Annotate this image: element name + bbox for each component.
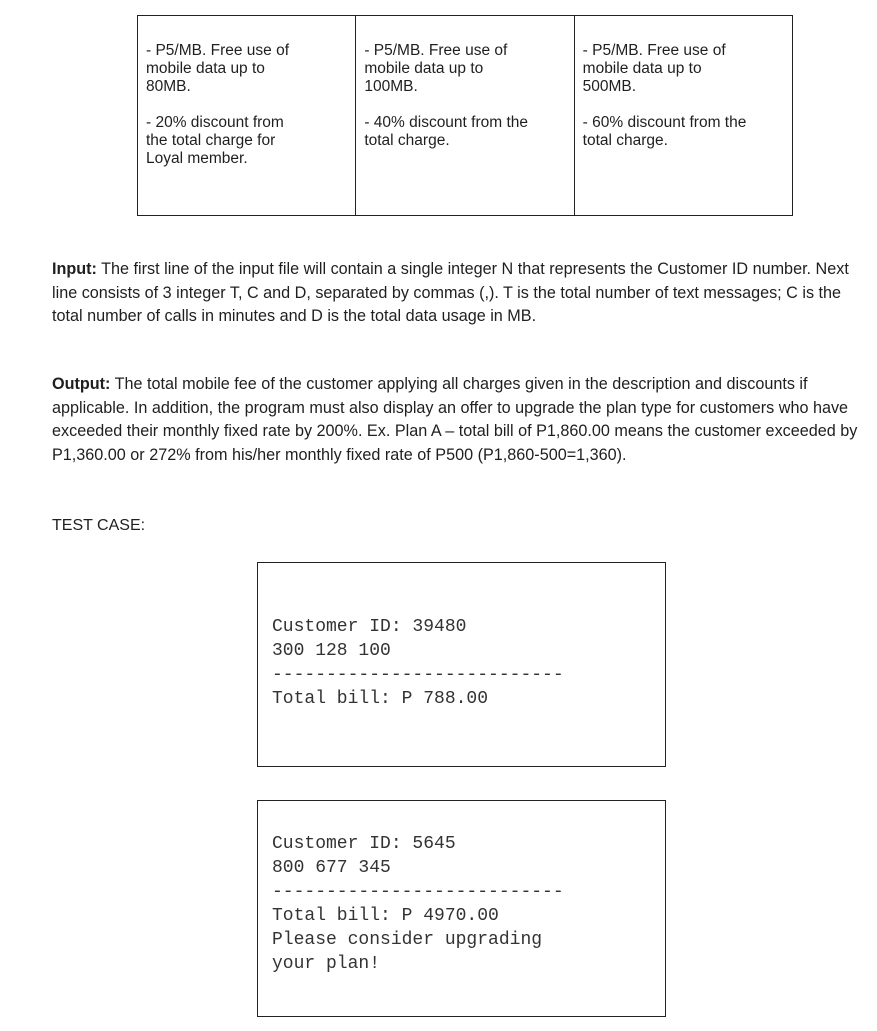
- console-line: ---------------------------: [272, 882, 564, 902]
- console-line: your plan!: [272, 954, 381, 974]
- cell-text: mobile data up to: [582, 60, 702, 77]
- cell-text: Loyal member.: [146, 150, 248, 167]
- cell-text: - 60% discount from the: [582, 114, 747, 131]
- input-paragraph: [52, 258, 874, 329]
- cell-text: mobile data up to: [364, 60, 484, 77]
- cell-text: - 40% discount from the: [364, 114, 529, 131]
- cell-text: 500MB.: [582, 78, 637, 95]
- cell-text: - P5/MB. Free use of: [146, 42, 289, 59]
- plan-cell: [138, 16, 356, 216]
- cell-text: - P5/MB. Free use of: [364, 42, 508, 59]
- cell-text: - 20% discount from: [146, 114, 284, 131]
- console-line: ---------------------------: [272, 665, 564, 685]
- cell-text: mobile data up to: [146, 60, 265, 77]
- plan-cell: [574, 16, 792, 216]
- input-label: Input:: [52, 260, 97, 278]
- console-output-box: [257, 562, 666, 767]
- plans-table: [137, 15, 793, 216]
- console-line: Customer ID: 5645: [272, 834, 456, 854]
- output-paragraph: [52, 373, 874, 467]
- output-text: The total mobile fee of the customer applying all charges given in the description and discounts if applicable. In addition, the program must also display an offer to upgrade the plan type for customers who have exceeded their monthly fixed rate by 200%. Ex. Plan A – total bill of P1,860.00 means the customer exceeded by P1,360.00 or 272% from his/her monthly fixed rate of P500 (P1,860-500=1,360).: [52, 375, 858, 464]
- cell-text: total charge.: [364, 132, 450, 149]
- console-line: Please consider upgrading: [272, 930, 543, 950]
- cell-text: total charge.: [582, 132, 668, 149]
- test-case-label: TEST CASE:: [52, 517, 146, 534]
- table-row: [138, 16, 793, 216]
- cell-text: 80MB.: [146, 78, 191, 95]
- console-output-box: [257, 800, 666, 1017]
- console-line: Total bill: P 4970.00: [272, 906, 499, 926]
- cell-text: 100MB.: [364, 78, 418, 95]
- console-line: Total bill: P 788.00: [272, 689, 489, 709]
- cell-text: - P5/MB. Free use of: [582, 42, 726, 59]
- plan-cell: [356, 16, 574, 216]
- output-label: Output:: [52, 375, 111, 393]
- cell-text: the total charge for: [146, 132, 276, 149]
- console-line: 800 677 345: [272, 858, 391, 878]
- console-line: 300 128 100: [272, 641, 391, 661]
- console-line: Customer ID: 39480: [272, 617, 467, 637]
- input-text: The first line of the input file will contain a single integer N that represents the Customer ID number. Next line consists of 3 integer T, C and D, separated by commas (,). T is the total number of text messages; C is the total number of calls in minutes and D is the total data usage in MB.: [52, 260, 849, 325]
